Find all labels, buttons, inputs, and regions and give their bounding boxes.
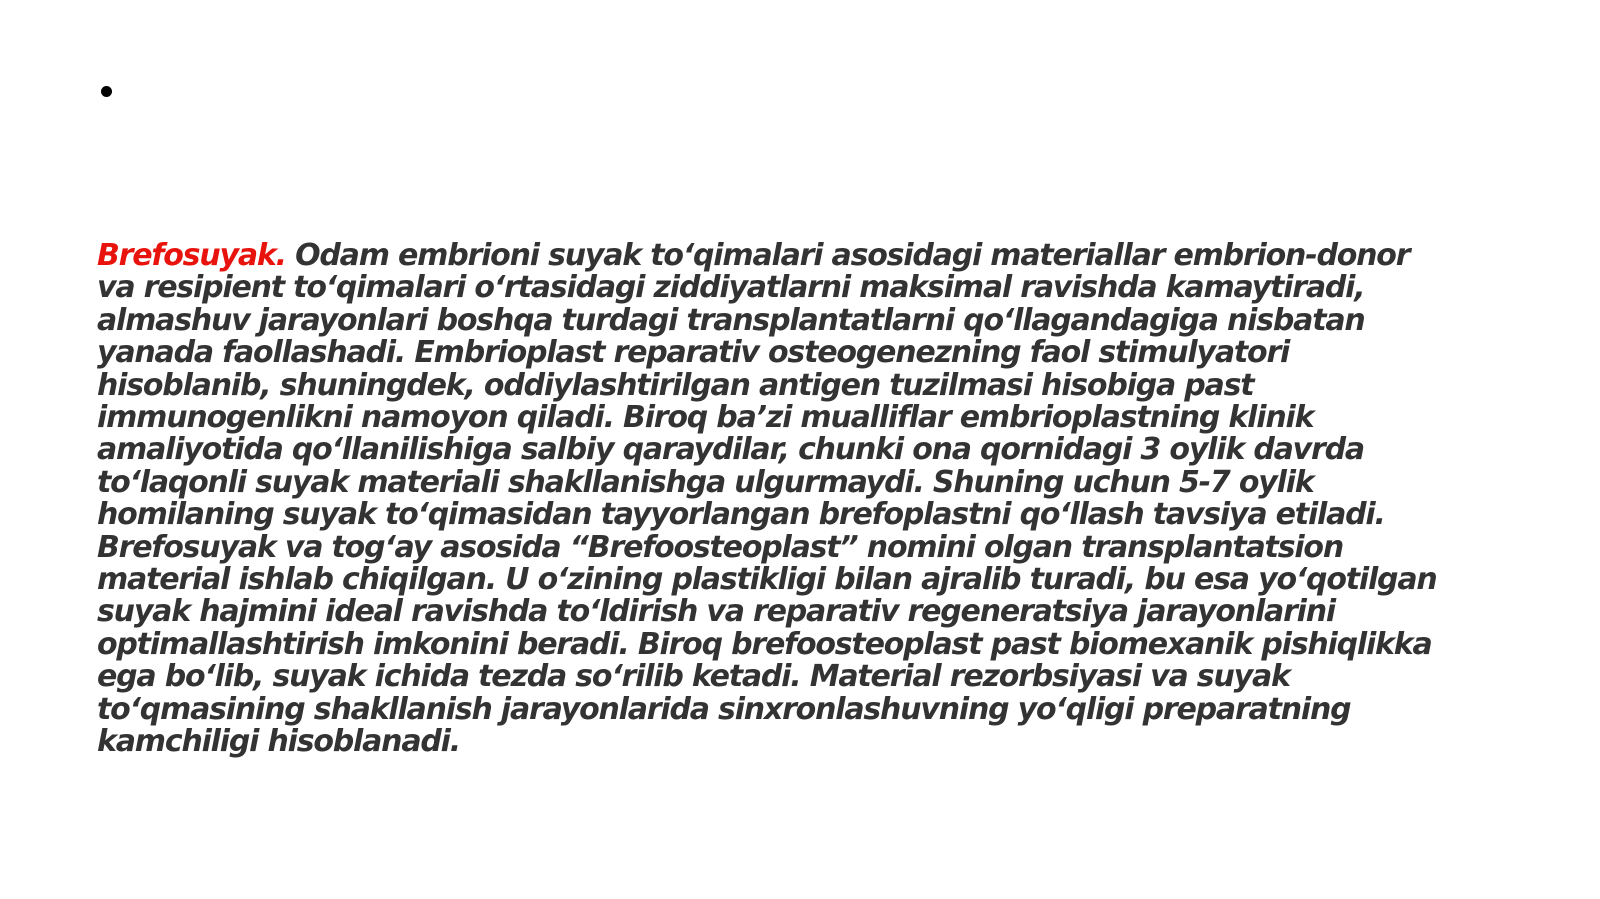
paragraph-line: Brefosuyak va togʻay asosida “Brefoosteoplast” nomini olgan transplantatsion	[97, 529, 1343, 565]
paragraph-line: optimallashtirish imkonini beradi. Biroq brefoosteoplast past biomexanik pishiqlikka	[97, 626, 1432, 662]
paragraph-line: yanada faollashadi. Embrioplast reparativ osteogenezning faol stimulyatori	[97, 335, 1290, 371]
paragraph-line: suyak hajmini ideal ravishda toʻldirish va reparativ regeneratsiya jarayonlarini	[97, 594, 1335, 630]
paragraph-line	[97, 240, 1497, 272]
paragraph-line: homilaning suyak toʻqimasidan tayyorlangan brefoplastni qoʻllash tavsiya etiladi.	[97, 497, 1385, 533]
paragraph-line: material ishlab chiqilgan. U oʻzining plastikligi bilan ajralib turadi, bu esa yoʻqotilgan	[97, 562, 1437, 598]
lead-term: Brefosuyak.	[97, 238, 286, 273]
paragraph-line: ega boʻlib, suyak ichida tezda soʻrilib ketadi. Material rezorbsiyasi va suyak	[97, 659, 1290, 695]
paragraph-line: immunogenlikni namoyon qiladi. Biroq baʼzi mualliflar embrioplastning klinik	[97, 400, 1314, 436]
paragraph-line: va resipient toʻqimalari oʻrtasidagi ziddiyatlarni maksimal ravishda kamaytiradi,	[97, 270, 1365, 306]
paragraph-line: hisoblanib, shuningdek, oddiylashtirilgan antigen tuzilmasi hisobiga past	[97, 367, 1254, 403]
paragraph-line: toʻqmasining shakllanish jarayonlarida sinxronlashuvning yoʻqligi preparatning	[97, 691, 1351, 727]
paragraph-line: toʻlaqonli suyak materiali shakllanishga ulgurmaydi. Shuning uchun 5-7 oylik	[97, 464, 1314, 500]
paragraph-line: amaliyotida qoʻllanilishiga salbiy qaraydilar, chunki ona qornidagi 3 oylik davrda	[97, 432, 1364, 468]
body-paragraph	[97, 240, 1497, 759]
paragraph-line: almashuv jarayonlari boshqa turdagi transplantatlarni qoʻllagandagiga nisbatan	[97, 302, 1365, 338]
first-line-text: Odam embrioni suyak toʻqimalari asosidagi materiallar embrion-donor	[285, 238, 1410, 273]
bullet-dot	[101, 86, 112, 97]
paragraph-line: kamchiligi hisoblanadi.	[97, 724, 460, 760]
